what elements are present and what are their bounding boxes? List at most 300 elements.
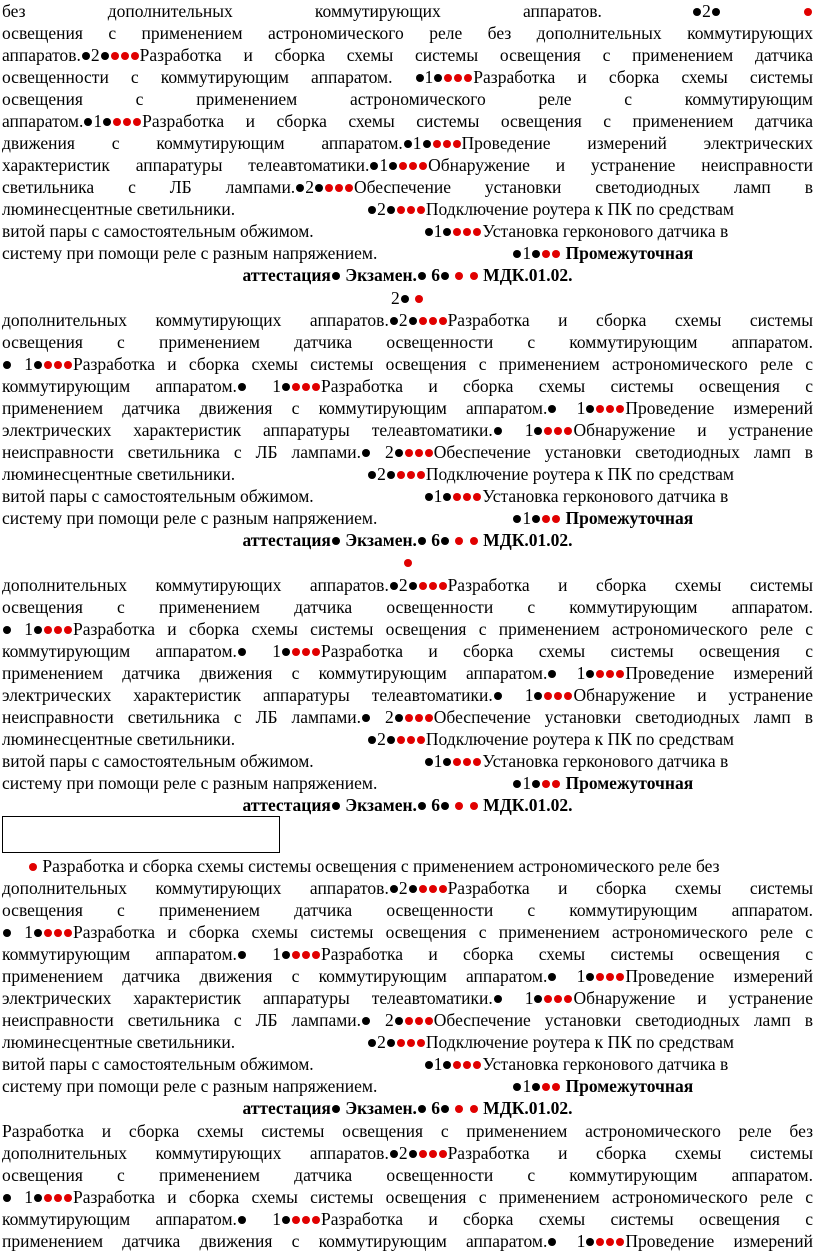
bullet-red-icon (804, 8, 812, 16)
bullet-black-icon (390, 1150, 398, 1158)
bullet-black-icon (387, 736, 395, 744)
bullet-black-icon (34, 1194, 42, 1202)
bullet-black-icon (282, 951, 290, 959)
text-fragment: аттестация (242, 265, 331, 285)
bullet-red-icon (415, 449, 423, 457)
bullet-red-icon (419, 162, 427, 170)
bullet-red-icon (417, 1039, 425, 1047)
bullet-black-icon (416, 74, 424, 82)
number: 6 (431, 795, 441, 815)
text-fragment: дополнительных коммутирующих аппаратов. (2, 878, 389, 898)
bullet-black-icon (387, 471, 395, 479)
text-line (2, 22, 813, 44)
number: 2 (377, 464, 386, 484)
bullet-red-icon (54, 626, 62, 634)
text-fragment: Разработка и сборка схемы системы освещения с (321, 944, 813, 964)
text-fragment: Обнаружение и устранение (573, 420, 813, 440)
number: 1 (576, 663, 586, 683)
bullet-red-icon (453, 1061, 461, 1069)
bullet-black-icon (586, 1238, 594, 1246)
text-fragment: Проведение измерений (625, 1231, 813, 1251)
bullet-black-icon (494, 427, 502, 435)
bullet-black-icon (441, 537, 449, 545)
text-fragment: освещения с применением астрономического реле без дополнительных коммутирующих (2, 23, 813, 43)
bullet-black-icon (513, 250, 521, 258)
bullet-red-icon (455, 1105, 463, 1113)
number: 1 (524, 685, 534, 705)
bullet-black-icon (390, 582, 398, 590)
bullet-red-icon (433, 140, 441, 148)
text-line (2, 987, 813, 1009)
text-line (2, 485, 813, 507)
text-fragment: Разработка и сборка схемы системы (447, 575, 813, 595)
bullet-red-icon (111, 52, 119, 60)
text-fragment: люминесцентные светильники. (2, 199, 236, 219)
text-fragment: МДК.01.02. (483, 1098, 573, 1118)
number: 1 (576, 1231, 586, 1251)
bullet-red-icon (419, 317, 427, 325)
text-fragment: Экзамен. (345, 530, 417, 550)
text-fragment: Разработка и сборка схемы системы освещения с применением астрономического реле с (73, 1187, 813, 1207)
text-fragment: аппаратов. (2, 45, 81, 65)
text-fragment: МДК.01.02. (483, 530, 573, 550)
bullet-black-icon (332, 802, 340, 810)
bullet-red-icon (596, 973, 604, 981)
number: 1 (522, 773, 532, 793)
bullet-black-icon (548, 1238, 556, 1246)
text-line (2, 198, 813, 220)
text-fragment: освещения с применением астрономического реле с коммутирующим (2, 89, 813, 109)
bullet-black-icon (282, 648, 290, 656)
text-line (2, 1230, 813, 1252)
text-fragment: применением датчика движения с коммутирующим аппаратом. (2, 663, 548, 683)
bullet-red-icon (473, 228, 481, 236)
number: 6 (431, 265, 441, 285)
text-fragment: Промежуточная (565, 773, 694, 793)
text-fragment: характеристик аппаратуры телеавтоматики. (2, 155, 370, 175)
bullet-red-icon (404, 559, 412, 567)
bullet-red-icon (542, 780, 550, 788)
text-line (2, 706, 813, 728)
text-fragment: Проведение измерений (625, 966, 813, 986)
text-line (2, 331, 813, 353)
text-line (2, 1053, 813, 1075)
bullet-red-icon (455, 537, 463, 545)
bullet-black-icon (387, 1039, 395, 1047)
bullet-red-icon (113, 118, 121, 126)
bullet-red-icon (439, 885, 447, 893)
text-fragment: освещения с применением датчика освещенности с коммутирующим аппаратом. (2, 332, 813, 352)
bullet-black-icon (332, 272, 340, 280)
text-fragment: Разработка и сборка схемы системы освещения с (321, 641, 813, 661)
bullet-black-icon (296, 184, 304, 192)
bullet-black-icon (238, 648, 246, 656)
bullet-red-icon (443, 140, 451, 148)
bullet-red-icon (463, 228, 471, 236)
text-fragment: Установка герконового датчика в (482, 751, 729, 771)
bullet-red-icon (64, 361, 72, 369)
number: 1 (379, 155, 389, 175)
bullet-red-icon (407, 736, 415, 744)
bullet-red-icon (123, 118, 131, 126)
text-fragment: Обеспечение установки светодиодных ламп в (433, 707, 814, 727)
text-fragment: МДК.01.02. (483, 795, 573, 815)
number: 1 (24, 619, 33, 639)
bullet-red-icon (473, 1061, 481, 1069)
text-fragment: электрических характеристик аппаратуры телеавтоматики. (2, 988, 493, 1008)
bullet-red-icon (302, 1216, 310, 1224)
text-fragment: электрических характеристик аппаратуры телеавтоматики. (2, 420, 493, 440)
text-line (2, 1208, 813, 1230)
bullet-red-icon (397, 206, 405, 214)
text-fragment: неисправности светильника с ЛБ лампами. (2, 707, 362, 727)
text-fragment: Промежуточная (565, 243, 694, 263)
text-fragment: Подключение роутера к ПК по средствам (425, 729, 734, 749)
bullet-black-icon (513, 1083, 521, 1091)
number: 2 (385, 707, 394, 727)
bullet-red-icon (44, 929, 52, 937)
bullet-red-icon (454, 74, 462, 82)
bullet-red-icon (564, 427, 572, 435)
bullet-red-icon (616, 1238, 624, 1246)
number: 2 (377, 199, 386, 219)
text-fragment: применением датчика движения с коммутирующим аппаратом. (2, 966, 548, 986)
number: 1 (24, 1187, 33, 1207)
bullet-red-icon (455, 802, 463, 810)
number: 2 (90, 45, 100, 65)
text-fragment: аттестация (242, 795, 331, 815)
bullet-black-icon (368, 206, 376, 214)
number: 1 (272, 944, 281, 964)
number: 1 (93, 111, 103, 131)
bullet-red-icon (596, 1238, 604, 1246)
text-fragment: Установка герконового датчика в (482, 486, 729, 506)
number: 1 (576, 966, 586, 986)
bullet-red-icon (425, 1017, 433, 1025)
text-line (2, 943, 813, 965)
number: 2 (398, 878, 408, 898)
number: 6 (431, 1098, 441, 1118)
number: 1 (433, 221, 443, 241)
text-line (2, 154, 813, 176)
bullet-red-icon (415, 295, 423, 303)
bullet-black-icon (395, 714, 403, 722)
text-line (2, 66, 813, 88)
bullet-red-icon (407, 206, 415, 214)
text-line (2, 618, 813, 640)
text-fragment: Обнаружение и устранение (573, 685, 813, 705)
text-fragment: Промежуточная (565, 508, 694, 528)
text-fragment: без дополнительных коммутирующих аппаратов. (2, 1, 602, 21)
bullet-black-icon (534, 692, 542, 700)
number: 1 (522, 508, 532, 528)
bullet-black-icon (409, 317, 417, 325)
bullet-red-icon (453, 228, 461, 236)
text-line (2, 772, 813, 794)
text-line (2, 353, 813, 375)
text-line (2, 88, 813, 110)
bullet-black-icon (315, 184, 323, 192)
bullet-black-icon (362, 1017, 370, 1025)
bullet-red-icon (425, 449, 433, 457)
text-fragment: Разработка и сборка схемы системы (447, 1143, 813, 1163)
bullet-red-icon (470, 802, 478, 810)
bullet-black-icon (532, 780, 540, 788)
bullet-red-icon (616, 973, 624, 981)
bullet-black-icon (443, 228, 451, 236)
bullet-black-icon (441, 1105, 449, 1113)
bullet-red-icon (464, 74, 472, 82)
bullet-black-icon (82, 52, 90, 60)
text-line (2, 463, 813, 485)
bullet-red-icon (544, 995, 552, 1003)
text-fragment: Промежуточная (565, 1076, 694, 1096)
text-line (2, 551, 813, 573)
text-fragment: освещенности с коммутирующим аппаратом. (2, 67, 393, 87)
bullet-black-icon (387, 206, 395, 214)
bullet-black-icon (409, 885, 417, 893)
bullet-red-icon (552, 515, 560, 523)
bullet-black-icon (548, 973, 556, 981)
text-fragment: Подключение роутера к ПК по средствам (425, 1032, 734, 1052)
bullet-black-icon (409, 1150, 417, 1158)
text-fragment: витой пары с самостоятельным обжимом. (2, 221, 314, 241)
bullet-red-icon (302, 951, 310, 959)
text-fragment: неисправности светильника с ЛБ лампами. (2, 442, 362, 462)
text-line (2, 1186, 813, 1208)
bullet-black-icon (3, 626, 11, 634)
number: 1 (524, 988, 534, 1008)
bullet-black-icon (693, 8, 701, 16)
text-fragment: систему при помощи реле с разным напряжением. (2, 243, 378, 263)
bullet-red-icon (542, 1083, 550, 1091)
bullet-red-icon (415, 714, 423, 722)
bullet-black-icon (513, 780, 521, 788)
bullet-black-icon (368, 471, 376, 479)
bullet-red-icon (564, 995, 572, 1003)
text-line (2, 899, 813, 921)
bullet-black-icon (418, 537, 426, 545)
bullet-black-icon (425, 1061, 433, 1069)
text-fragment: Проведение измерений (625, 663, 813, 683)
number: 1 (24, 922, 33, 942)
text-fragment: коммутирующим аппаратом. (2, 944, 237, 964)
text-fragment: дополнительных коммутирующих аппаратов. (2, 575, 389, 595)
bullet-black-icon (282, 1216, 290, 1224)
text-line (2, 242, 813, 264)
number: 1 (433, 751, 443, 771)
text-fragment: освещения с применением датчика освещенности с коммутирующим аппаратом. (2, 597, 813, 617)
text-fragment: Разработка и сборка схемы системы (447, 310, 813, 330)
bullet-red-icon (564, 692, 572, 700)
text-fragment: коммутирующим аппаратом. (2, 376, 237, 396)
text-fragment: систему при помощи реле с разным напряжением. (2, 1076, 378, 1096)
number: 2 (385, 442, 394, 462)
text-fragment: Подключение роутера к ПК по средствам (425, 199, 734, 219)
text-fragment: Разработка и сборка схемы системы освещения с применением астрономического реле без (2, 1121, 813, 1141)
bullet-black-icon (390, 885, 398, 893)
bullet-black-icon (586, 670, 594, 678)
bullet-black-icon (3, 361, 11, 369)
bullet-black-icon (101, 52, 109, 60)
text-fragment: витой пары с самостоятельным обжимом. (2, 486, 314, 506)
bullet-red-icon (54, 361, 62, 369)
bullet-black-icon (443, 493, 451, 501)
text-fragment: аттестация (242, 530, 331, 550)
number: 1 (524, 420, 534, 440)
bullet-black-icon (332, 1105, 340, 1113)
text-line (2, 640, 813, 662)
bullet-red-icon (616, 670, 624, 678)
text-fragment: Подключение роутера к ПК по средствам (425, 464, 734, 484)
text-line (2, 110, 813, 132)
bullet-red-icon (439, 1150, 447, 1158)
bullet-red-icon (44, 626, 52, 634)
text-fragment: МДК.01.02. (483, 265, 573, 285)
bullet-black-icon (370, 162, 378, 170)
text-fragment: Установка герконового датчика в (482, 221, 729, 241)
bullet-red-icon (473, 493, 481, 501)
text-line (2, 264, 813, 286)
bullet-black-icon (389, 162, 397, 170)
empty-text-box (2, 816, 280, 853)
number: 2 (377, 1032, 386, 1052)
bullet-black-icon (3, 1194, 11, 1202)
text-line (2, 1142, 813, 1164)
number: 1 (424, 67, 434, 87)
bullet-red-icon (407, 1039, 415, 1047)
text-line (2, 750, 813, 772)
text-line (2, 794, 813, 816)
number: 2 (305, 177, 314, 197)
number: 2 (390, 288, 400, 308)
bullet-black-icon (34, 929, 42, 937)
number: 2 (398, 310, 408, 330)
bullet-red-icon (444, 74, 452, 82)
text-fragment: применением датчика движения с коммутирующим аппаратом. (2, 398, 548, 418)
bullet-red-icon (606, 405, 614, 413)
bullet-black-icon (368, 1039, 376, 1047)
text-line (2, 529, 813, 551)
text-fragment: аттестация (242, 1098, 331, 1118)
text-line (2, 877, 813, 899)
bullet-black-icon (34, 361, 42, 369)
text-line (2, 1009, 813, 1031)
text-fragment: Обеспечение установки светодиодных ламп в (433, 1010, 814, 1030)
bullet-red-icon (429, 582, 437, 590)
bullet-black-icon (494, 995, 502, 1003)
bullet-red-icon (453, 758, 461, 766)
bullet-red-icon (463, 1061, 471, 1069)
bullet-red-icon (429, 885, 437, 893)
text-line (2, 441, 813, 463)
bullet-red-icon (409, 162, 417, 170)
bullet-black-icon (84, 118, 92, 126)
number: 1 (522, 243, 532, 263)
bullet-red-icon (417, 736, 425, 744)
number: 2 (398, 1143, 408, 1163)
bullet-black-icon (548, 405, 556, 413)
number: 1 (24, 354, 33, 374)
bullet-red-icon (419, 582, 427, 590)
text-line (2, 574, 813, 596)
bullet-black-icon (586, 973, 594, 981)
text-fragment: Обнаружение и устранение (573, 988, 813, 1008)
text-line (2, 1120, 813, 1142)
bullet-black-icon (3, 929, 11, 937)
text-fragment: дополнительных коммутирующих аппаратов. (2, 1143, 389, 1163)
bullet-red-icon (470, 1105, 478, 1113)
bullet-red-icon (596, 405, 604, 413)
text-line (2, 596, 813, 618)
text-fragment: освещения с применением датчика освещенности с коммутирующим аппаратом. (2, 1165, 813, 1185)
bullet-black-icon (401, 295, 409, 303)
bullet-red-icon (439, 317, 447, 325)
bullet-black-icon (34, 626, 42, 634)
bullet-red-icon (325, 184, 333, 192)
number: 2 (702, 1, 711, 21)
number: 1 (433, 1054, 443, 1074)
bullet-black-icon (532, 515, 540, 523)
bullet-red-icon (455, 272, 463, 280)
bullet-black-icon (425, 758, 433, 766)
bullet-black-icon (494, 692, 502, 700)
text-line (2, 419, 813, 441)
text-line (2, 1075, 813, 1097)
text-line (2, 1164, 813, 1186)
bullet-black-icon (532, 1083, 540, 1091)
bullet-red-icon (473, 758, 481, 766)
text-fragment: Разработка и сборка схемы системы освещения с применением датчика (142, 111, 813, 131)
number: 1 (272, 1209, 281, 1229)
number: 1 (576, 398, 586, 418)
text-fragment: Разработка и сборка схемы системы освещения с применением астрономического реле с (73, 619, 813, 639)
bullet-red-icon (292, 383, 300, 391)
bullet-red-icon (302, 648, 310, 656)
bullet-black-icon (712, 8, 720, 16)
text-fragment: Экзамен. (345, 265, 417, 285)
text-line (2, 1097, 813, 1119)
bullet-black-icon (404, 140, 412, 148)
bullet-black-icon (395, 449, 403, 457)
bullet-black-icon (548, 670, 556, 678)
text-fragment: Обеспечение установки светодиодных ламп в (433, 442, 814, 462)
text-fragment: витой пары с самостоятельным обжимом. (2, 751, 314, 771)
text-line (2, 0, 813, 22)
bullet-red-icon (463, 493, 471, 501)
number: 2 (385, 1010, 394, 1030)
bullet-black-icon (425, 493, 433, 501)
number: 1 (522, 1076, 532, 1096)
bullet-black-icon (332, 537, 340, 545)
number: 1 (412, 133, 422, 153)
bullet-red-icon (419, 1150, 427, 1158)
text-fragment: Разработка и сборка схемы системы освещения с применением астрономического реле с (73, 354, 813, 374)
bullet-red-icon (616, 405, 624, 413)
bullet-black-icon (395, 1017, 403, 1025)
bullet-black-icon (441, 802, 449, 810)
text-fragment: витой пары с самостоятельным обжимом. (2, 1054, 314, 1074)
text-fragment: Разработка и сборка схемы системы освещения с (321, 376, 813, 396)
bullet-red-icon (596, 670, 604, 678)
bullet-red-icon (439, 582, 447, 590)
bullet-black-icon (418, 1105, 426, 1113)
bullet-red-icon (544, 692, 552, 700)
text-line (2, 965, 813, 987)
text-line (2, 375, 813, 397)
text-fragment: люминесцентные светильники. (2, 464, 236, 484)
bullet-black-icon (362, 449, 370, 457)
